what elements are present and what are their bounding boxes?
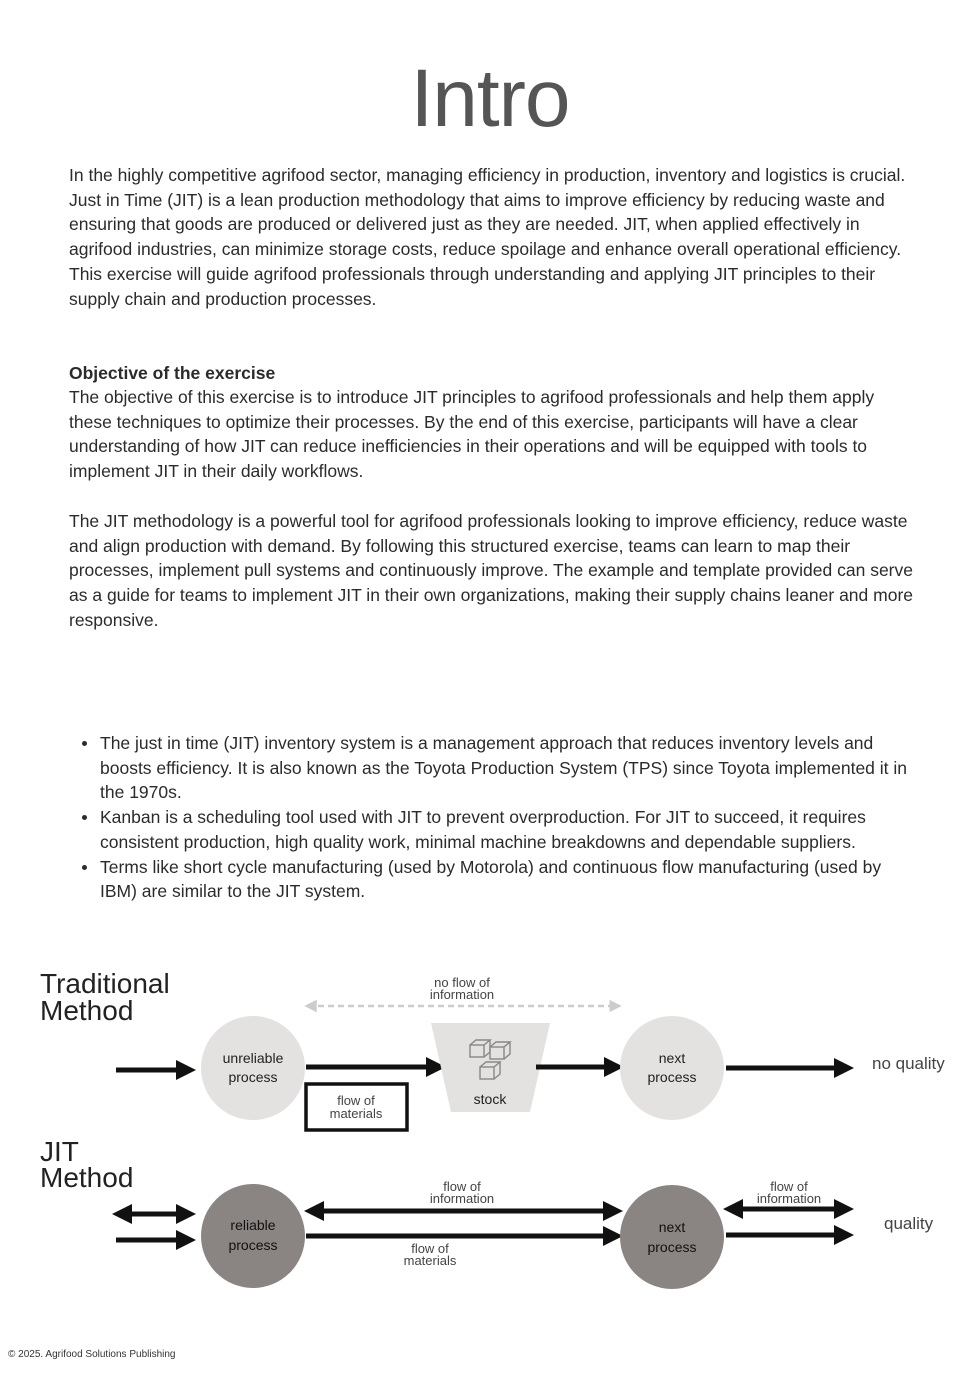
unreliable-process-label: unreliable — [222, 1050, 284, 1066]
reliable-process-node — [201, 1184, 305, 1288]
copyright-footer: © 2025. Agrifood Solutions Publishing — [8, 1349, 176, 1360]
bullet-list — [100, 731, 910, 904]
jit-method-label: Method — [40, 1162, 134, 1193]
flow-of-materials-label: materials — [403, 1253, 457, 1268]
bullet-item: Terms like short cycle manufacturing (used by Motorola) and continuous flow manufacturing (used by IBM) are similar to the JIT system. — [100, 855, 910, 904]
jit-next-process-label: next — [658, 1219, 686, 1235]
flow-of-materials-label: materials — [329, 1106, 383, 1121]
bullet-item: Kanban is a scheduling tool used with JIT to prevent overproduction. For JIT to succeed, it requires consistent production, high quality work, minimal machine breakdowns and dependable suppliers. — [100, 805, 910, 854]
flow-of-information-label: flow of — [443, 1179, 481, 1194]
traditional-method-label: Traditional — [40, 968, 170, 999]
flow-of-information-label: information — [756, 1191, 822, 1206]
no-flow-info-label: no flow of — [434, 975, 490, 990]
next-process-label: process — [647, 1069, 697, 1085]
quality-label: quality — [884, 1214, 934, 1233]
stock-label: stock — [473, 1091, 507, 1107]
next-process-node — [620, 1016, 724, 1120]
summary-paragraph: The JIT methodology is a powerful tool for agrifood professionals looking to improve efficiency, reduce waste and align production with demand. By following this structured exercise, teams can learn to map their processes, implement pull systems and continuously improve. The example and template provided can serve as a guide for teams to implement JIT in their own organizations, making their supply chains leaner and more responsive. — [69, 511, 913, 630]
no-flow-info-label: information — [429, 987, 495, 1002]
reliable-process-label: process — [228, 1237, 278, 1253]
no-quality-label: no quality — [872, 1054, 945, 1073]
unreliable-process-node — [201, 1016, 305, 1120]
next-process-label: next — [658, 1050, 686, 1066]
traditional-method-label: Method — [40, 995, 134, 1026]
bullet-item: The just in time (JIT) inventory system is a management approach that reduces inventory levels and boosts efficiency. It is also known as the Toyota Production System (TPS) since Toyota implemented it in the 1970s. — [100, 731, 910, 805]
page-title: Intro — [410, 53, 570, 144]
objective-paragraph: The objective of this exercise is to introduce JIT principles to agrifood professionals and help them apply these techniques to optimize their processes. By the end of this exercise, participants will have a clear understanding of how JIT can reduce inefficiencies in their operations and will be equipped with tools to implement JIT in their daily workflows. — [69, 387, 875, 482]
reliable-process-label: reliable — [230, 1217, 276, 1233]
flow-of-materials-label: flow of — [337, 1093, 375, 1108]
jit-next-process-label: process — [647, 1239, 697, 1255]
jit-next-process-node — [620, 1185, 724, 1289]
unreliable-process-label: process — [228, 1069, 278, 1085]
flow-of-information-label: flow of — [770, 1179, 808, 1194]
jit-comparison-diagram — [0, 955, 980, 1295]
jit-method-label: JIT — [40, 1136, 79, 1167]
flow-of-materials-label: flow of — [411, 1241, 449, 1256]
flow-of-information-label: information — [429, 1191, 495, 1206]
intro-paragraph: In the highly competitive agrifood sector, managing efficiency in production, inventory and logistics is crucial. Just in Time (JIT) is a lean production methodology that aims to improve efficiency by reducing waste and ensuring that goods are produced or delivered just as they are needed. JIT, when applied effectively in agrifood industries, can minimize storage costs, reduce spoilage and enhance overall operational efficiency. This exercise will guide agrifood professionals through understanding and applying JIT principles to their supply chain and production processes. — [69, 165, 906, 309]
objective-heading: Objective of the exercise — [69, 363, 276, 383]
